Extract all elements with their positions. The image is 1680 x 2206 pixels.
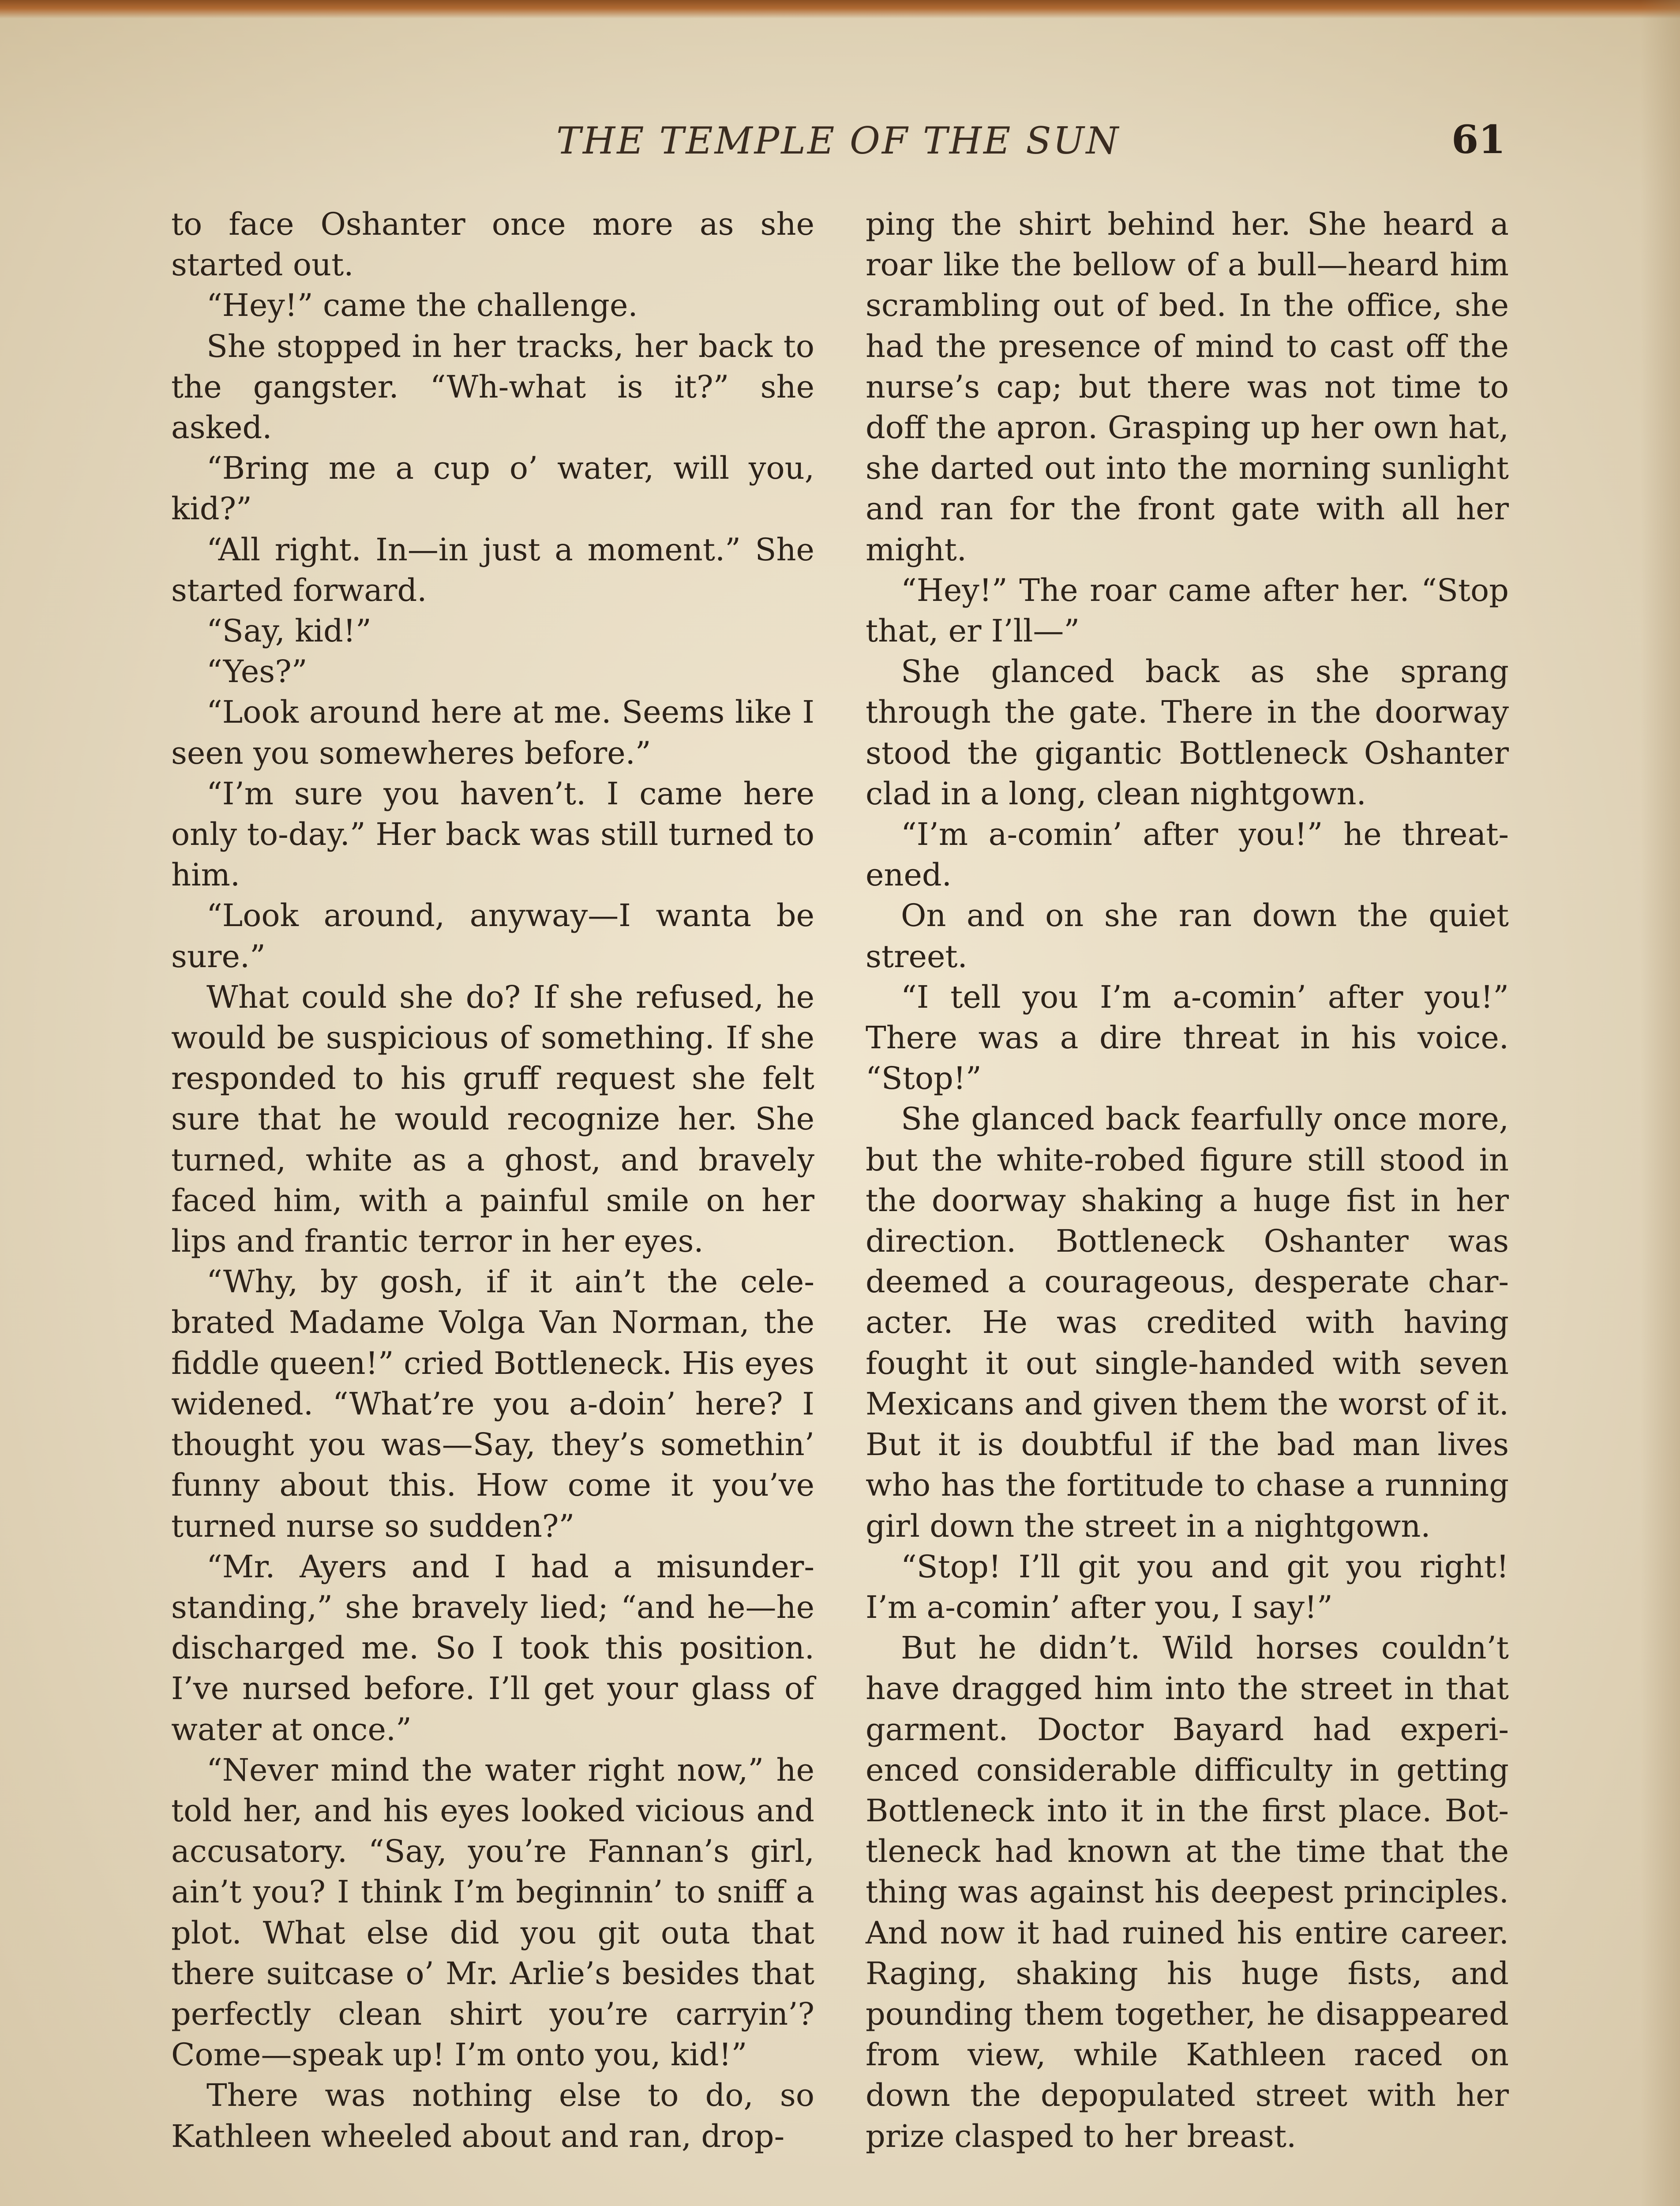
paragraph: “Say, kid!” (206, 613, 371, 649)
page-header (0, 116, 1680, 172)
paragraph: “I’m sure you haven’t. I came here only to-day.” Her back was still turned to him. (171, 775, 814, 893)
left-text-column (171, 204, 814, 2157)
paragraph: to face Oshanter once more as she started out. (171, 206, 814, 283)
paragraph: “Hey!” came the challenge. (206, 287, 638, 324)
paragraph: “Stop! I’ll git you and git you right! I’m a-comin’ after you, I say!” (866, 1548, 1509, 1625)
paragraph: “Look around here at me. Seems like I seen you somewheres before.” (171, 694, 814, 771)
paragraph: There was nothing else to do, so Kathleen wheeled about and ran, drop- (171, 2077, 814, 2154)
running-title: THE TEMPLE OF THE SUN (556, 119, 1120, 162)
paragraph: On and on she ran down the quiet street. (866, 897, 1509, 975)
paragraph: “Never mind the water right now,” he told her, and his eyes looked vicious and accusatory. “Say, you’re Fannan’s girl, ain’t you? I think I’m beginnin’ to sniff a plot. What else did you git outa that there suitcase o’ Mr. Arlie’s besides that perfectly clean shirt you’re carryin’? Come—speak up! I’m onto you, kid!” (171, 1752, 814, 2073)
paragraph: But he didn’t. Wild horses couldn’t have dragged him into the street in that garment. Doctor Bayard had experienced considerable difficulty in getting Bottleneck into it in the first place. Bottleneck had known at the time that the thing was against his deepest principles. And now it had ruined his entire career. Raging, shaking his huge fists, and pounding them together, he disappeared from view, while Kathleen raced on down the depopulated street with her prize clasped to her breast. (866, 1630, 1509, 2154)
paragraph: “Yes?” (206, 653, 308, 690)
page-number: 61 (1451, 116, 1506, 162)
paragraph: She stopped in her tracks, her back to the gangster. “Wh-what is it?” she asked. (171, 328, 814, 446)
paragraph: What could she do? If she refused, he would be suspicious of something. If she responded to his gruff request she felt sure that he would recognize her. She turned, white as a ghost, and bravely faced him, with a painful smile on her lips and frantic terror in her eyes. (171, 979, 814, 1260)
paragraph: She glanced back as she sprang through the gate. There in the doorway stood the gigantic Bottleneck Oshanter clad in a long, clean nightgown. (866, 653, 1509, 812)
paragraph: “Why, by gosh, if it ain’t the celebrated Madame Volga Van Norman, the fiddle queen!” cried Bottleneck. His eyes widened. “What’re you a-doin’ here? I thought you was—Say, they’s somethin’ funny about this. How come it you’ve turned nurse so sudden?” (171, 1264, 814, 1544)
page-right-shadow (1640, 0, 1680, 2206)
paragraph: “Hey!” The roar came after her. “Stop that, er I’ll—” (866, 572, 1509, 649)
paragraph: “Bring me a cup o’ water, will you, kid?” (171, 450, 814, 527)
paragraph: “I tell you I’m a-comin’ after you!” There was a dire threat in his voice. “Stop!” (866, 979, 1509, 1097)
paragraph: “Mr. Ayers and I had a misunderstanding,” she bravely lied; “and he—he discharged me. So I took this position. I’ve nursed before. I’ll get your glass of water at once.” (171, 1548, 814, 1748)
paragraph: “All right. In—in just a moment.” She started forward. (171, 531, 814, 608)
paragraph: “I’m a-comin’ after you!” he threatened. (866, 816, 1509, 893)
paragraph: ping the shirt behind her. She heard a roar like the bellow of a bull—heard him scrambling out of bed. In the office, she had the presence of mind to cast off the nurse’s cap; but there was not time to doff the apron. Grasping up her own hat, she darted out into the morning sunlight and ran for the front gate with all her might. (866, 206, 1509, 568)
right-text-column (866, 204, 1509, 2157)
page-top-edge (0, 0, 1680, 19)
paragraph: “Look around, anyway—I wanta be sure.” (171, 897, 814, 975)
paragraph: She glanced back fearfully once more, but the white-robed figure still stood in the doorway shaking a huge fist in her direction. Bottleneck Oshanter was deemed a courageous, desperate character. He was credited with having fought it out single-handed with seven Mexicans and given them the worst of it. But it is doubtful if the bad man lives who has the fortitude to chase a running girl down the street in a nightgown. (866, 1101, 1509, 1544)
